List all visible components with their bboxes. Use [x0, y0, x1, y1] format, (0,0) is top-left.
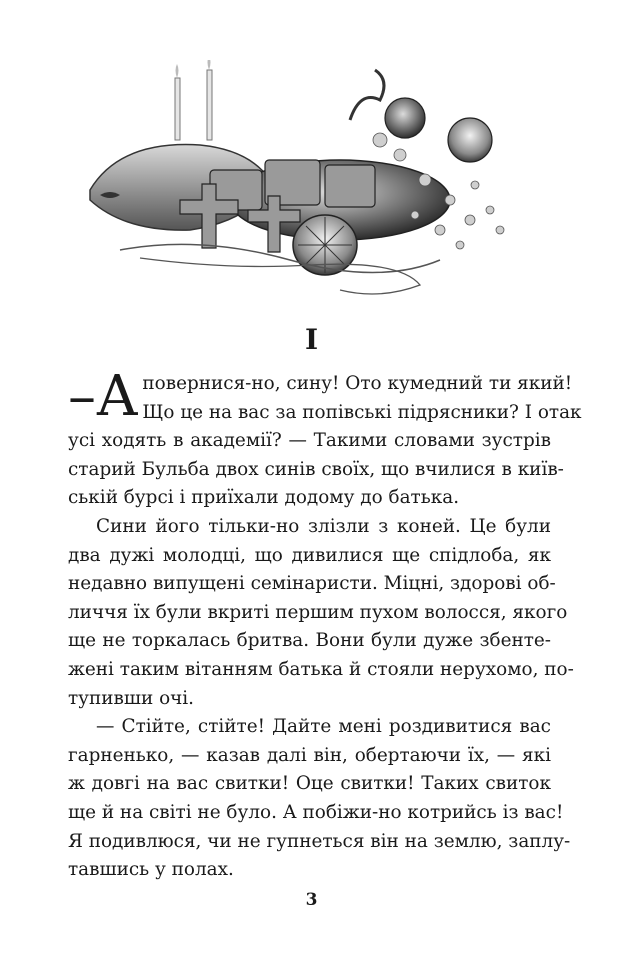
still-life-illustration	[80, 60, 540, 310]
drop-cap-letter: А	[96, 364, 139, 429]
chapter-heading: I	[304, 323, 319, 356]
text-line: ській бурсі і приїхали додому до батька.	[68, 487, 460, 509]
page-number: 3	[305, 890, 318, 910]
opening-block	[68, 364, 582, 429]
text-line: два дужі молодці, що дивилися ще спідлоба, як	[68, 544, 551, 566]
text-line: повернися-но, сину! Ото кумедний ти який!	[142, 373, 573, 394]
paragraph-2	[68, 513, 574, 713]
text-line: старий Бульба двох синів своїх, що вчилися в київ-	[68, 458, 564, 480]
text-line: ж довгі на вас свитки! Оце свитки! Таких свиток	[68, 773, 551, 795]
text-line: тавшись у полах.	[68, 859, 234, 881]
text-line: Сини його тільки-но злізли з коней. Це були	[96, 515, 551, 537]
chapter-illustration	[80, 60, 540, 310]
text-line: Я подивлюся, чи не гупнеться він на землю, заплу-	[68, 830, 571, 852]
paragraph-1	[68, 364, 582, 513]
text-line: жені таким вітанням батька й стояли нерухомо, по-	[68, 658, 574, 680]
text-line: Що це на вас за попівські підрясники? І отак	[142, 401, 582, 423]
text-line: недавно випущені семінаристи. Міцні, здорові об-	[68, 573, 556, 595]
opening-dash: –	[68, 364, 96, 429]
text-line: гарненько, — казав далі він, обертаючи їх, — які	[68, 744, 551, 766]
text-line: — Стійте, стійте! Дайте мені роздивитися вас	[96, 716, 551, 738]
text-line: усі ходять в академії? — Такими словами зустрів	[68, 430, 551, 452]
paragraph-3	[68, 713, 571, 885]
text-line: ще й на світі не було. А побіжи-но котрийсь із вас!	[68, 801, 564, 823]
text-line: личчя їх були вкриті першим пухом волосся, якого	[68, 601, 568, 623]
drop-cap	[68, 364, 139, 429]
text-line: тупивши очі.	[68, 687, 195, 709]
text-line: ще не торкалась бритва. Вони були дуже збенте-	[68, 630, 551, 652]
body-text	[68, 364, 582, 885]
